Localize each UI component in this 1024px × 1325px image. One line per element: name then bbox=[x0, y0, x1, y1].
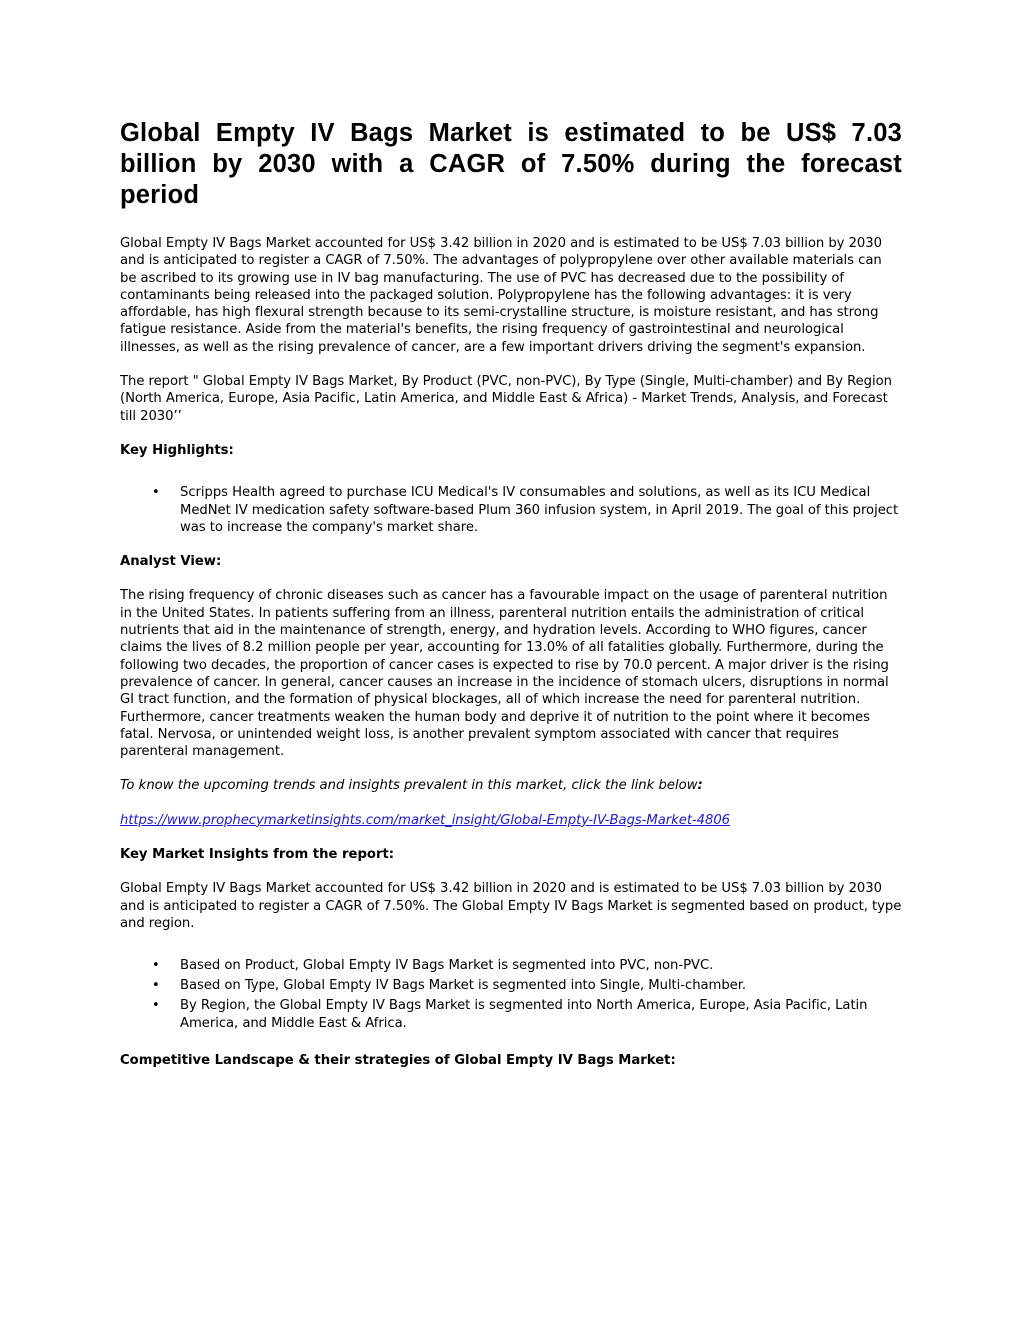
key-insights-heading: Key Market Insights from the report: bbox=[120, 847, 395, 863]
list-item-text: Based on Type, Global Empty IV Bags Market is segmented into Single, Multi-chamber. bbox=[180, 978, 747, 994]
list-item bbox=[120, 997, 902, 1032]
key-highlights-heading: Key Highlights: bbox=[120, 442, 234, 458]
intro-paragraph: Global Empty IV Bags Market accounted for US$ 3.42 billion in 2020 and is estimated to be US$ 7.03 billion by 2030 and is anticipated to register a CAGR of 7.50%. The advantages of polypropylene over other available materials can be ascribed to its growing use in IV bag manufacturing. The use of PVC has decreased due to the possibility of contaminants being released into the packaged solution. Polypropylene has the following advantages: it is very affordable, has high flexural strength because to its semi-crystalline structure, is moisture resistant, and has strong fatigue resistance. Aside from the material's benefits, the rising frequency of gastrointestinal and neurological illnesses, as well as the rising prevalence of cancer, are a few important drivers driving the segment's expansion. bbox=[120, 236, 882, 355]
report-paragraph: The report " Global Empty IV Bags Market, By Product (PVC, non-PVC), By Type (Single, Multi-chamber) and By Region (North America, Europe, Asia Pacific, Latin America, and Middle East & Africa) - Market Trends, Analysis, and Forecast till 2030’’ bbox=[120, 374, 892, 424]
competitive-landscape-heading: Competitive Landscape & their strategies of Global Empty IV Bags Market: bbox=[120, 1052, 676, 1068]
bullet-icon: • bbox=[152, 485, 160, 501]
bullet-icon: • bbox=[152, 998, 160, 1014]
list-item-text: By Region, the Global Empty IV Bags Market is segmented into North America, Europe, Asia Pacific, Latin America, and Middle East & Africa. bbox=[180, 998, 868, 1031]
bullet-icon: • bbox=[152, 978, 160, 994]
cta-colon: : bbox=[697, 778, 703, 794]
list-item-text: Scripps Health agreed to purchase ICU Medical's IV consumables and solutions, as well as its ICU Medical MedNet IV medication safety software-based Plum 360 infusion system, in April 2019. The goal of this project was to increase the company's market share. bbox=[180, 485, 899, 535]
key-highlights-list bbox=[120, 484, 902, 536]
analyst-view-heading: Analyst View: bbox=[120, 554, 222, 570]
key-insights-paragraph: Global Empty IV Bags Market accounted for US$ 3.42 billion in 2020 and is estimated to be US$ 7.03 billion by 2030 and is anticipated to register a CAGR of 7.50%. The Global Empty IV Bags Market is segmented based on product, type and region. bbox=[120, 881, 902, 931]
document-title: Global Empty IV Bags Market is estimated to be US$ 7.03 billion by 2030 with a CAGR of 7.50% during the forecast period bbox=[120, 119, 902, 209]
analyst-view-paragraph: The rising frequency of chronic diseases such as cancer has a favourable impact on the usage of parenteral nutrition in the United States. In patients suffering from an illness, parenteral nutrition entails the administration of critical nutrients that aid in the maintenance of strength, energy, and hydration levels. According to WHO figures, cancer claims the lives of 8.2 million people per year, accounting for 13.0% of all fatalities globally. Furthermore, during the following two decades, the proportion of cancer cases is expected to rise by 70.0 percent. A major driver is the rising prevalence of cancer. In general, cancer causes an increase in the incidence of stomach ulcers, disruptions in normal GI tract function, and the formation of physical blockages, all of which increase the need for parenteral nutrition. Furthermore, cancer treatments weaken the human body and deprive it of nutrition to the point where it becomes fatal. Nervosa, or unintended weight loss, is another prevalent symptom associated with cancer that requires parenteral management. bbox=[120, 588, 889, 760]
document-page bbox=[120, 118, 902, 1069]
list-item-text: Based on Product, Global Empty IV Bags Market is segmented into PVC, non-PVC. bbox=[180, 958, 714, 974]
bullet-icon: • bbox=[152, 958, 160, 974]
link-line bbox=[120, 812, 902, 829]
list-item bbox=[120, 957, 902, 974]
list-item bbox=[120, 484, 902, 536]
cta-sentence: To know the upcoming trends and insights prevalent in this market, click the link below bbox=[120, 778, 698, 794]
cta-text bbox=[120, 777, 902, 794]
key-insights-list bbox=[120, 957, 902, 1032]
report-link[interactable]: https://www.prophecymarketinsights.com/market_insight/Global-Empty-IV-Bags-Market-4806 bbox=[120, 812, 731, 828]
list-item bbox=[120, 977, 902, 994]
